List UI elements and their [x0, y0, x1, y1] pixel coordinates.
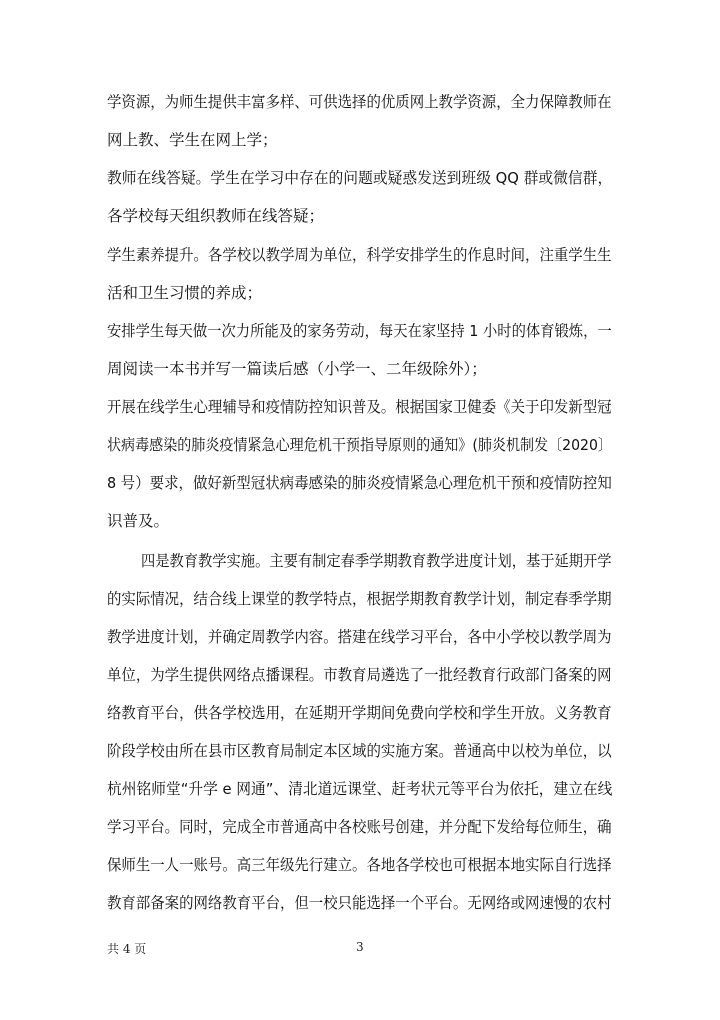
text-line: 学生素养提升。各学校以教学周为单位，科学安排学生的作息时间，注重学生生 — [107, 246, 612, 264]
text-line: 学资源，为师生提供丰富多样、可供选择的优质网上教学资源，全力保障教师在 — [107, 93, 612, 111]
text-line: 络教育平台，供各学校选用，在延期开学期间免费向学校和学生开放。义务教育 — [107, 704, 612, 722]
text-line: 教育部备案的网络教育平台，但一校只能选择一个平台。无网络或网速慢的农村 — [107, 894, 612, 912]
text-line: 8 号）要求，做好新型冠状病毒感染的肺炎疫情紧急心理危机干预和疫情防控知 — [107, 474, 612, 492]
text-line: 识普及。 — [107, 512, 170, 530]
text-line: 活和卫生习惯的养成； — [107, 284, 263, 302]
text-line: 阶段学校由所在县市区教育局制定本区域的实施方案。普通高中以校为单位，以 — [107, 742, 612, 760]
text-line: 开展在线学生心理辅导和疫情防控知识普及。根据国家卫健委《关于印发新型冠 — [107, 398, 612, 416]
total-pages-label: 共 4 页 — [107, 942, 147, 956]
text-line: 杭州铭师堂“升学 e 网通”、清北道远课堂、赶考状元等平台为依托，建立在线 — [107, 780, 613, 798]
text-line: 单位，为学生提供网络点播课程。市教育局遴选了一批经教育行政部门备案的网 — [107, 666, 612, 684]
text-line: 状病毒感染的肺炎疫情紧急心理危机干预指导原则的通知》(肺炎机制发〔2020〕 — [107, 436, 612, 454]
text-line: 保师生一人一账号。高三年级先行建立。各地各学校也可根据本地实际自行选择 — [107, 856, 612, 874]
text-line: 各学校每天组织教师在线答疑； — [107, 207, 325, 225]
page-number: 3 — [356, 940, 364, 954]
text-line: 教学进度计划，并确定周教学内容。搭建在线学习平台，各中小学校以教学周为 — [107, 628, 612, 646]
text-line: 学习平台。同时，完成全市普通高中各校账号创建，并分配下发给每位师生，确 — [107, 818, 612, 836]
text-line: 的实际情况，结合线上课堂的教学特点，根据学期教育教学计划，制定春季学期 — [107, 590, 612, 608]
text-line: 安排学生每天做一次力所能及的家务劳动，每天在家坚持 1 小时的体育锻炼，一 — [107, 322, 612, 340]
paragraph-first-line: 四是教育教学实施。主要有制定春季学期教育教学进度计划，基于延期开学 — [141, 552, 612, 570]
text-line: 周阅读一本书并写一篇读后感（小学一、二年级除外）； — [107, 360, 487, 378]
text-line: 网上教、学生在网上学； — [107, 131, 278, 149]
text-line: 教师在线答疑。学生在学习中存在的问题或疑惑发送到班级 QQ 群或微信群， — [107, 169, 613, 187]
